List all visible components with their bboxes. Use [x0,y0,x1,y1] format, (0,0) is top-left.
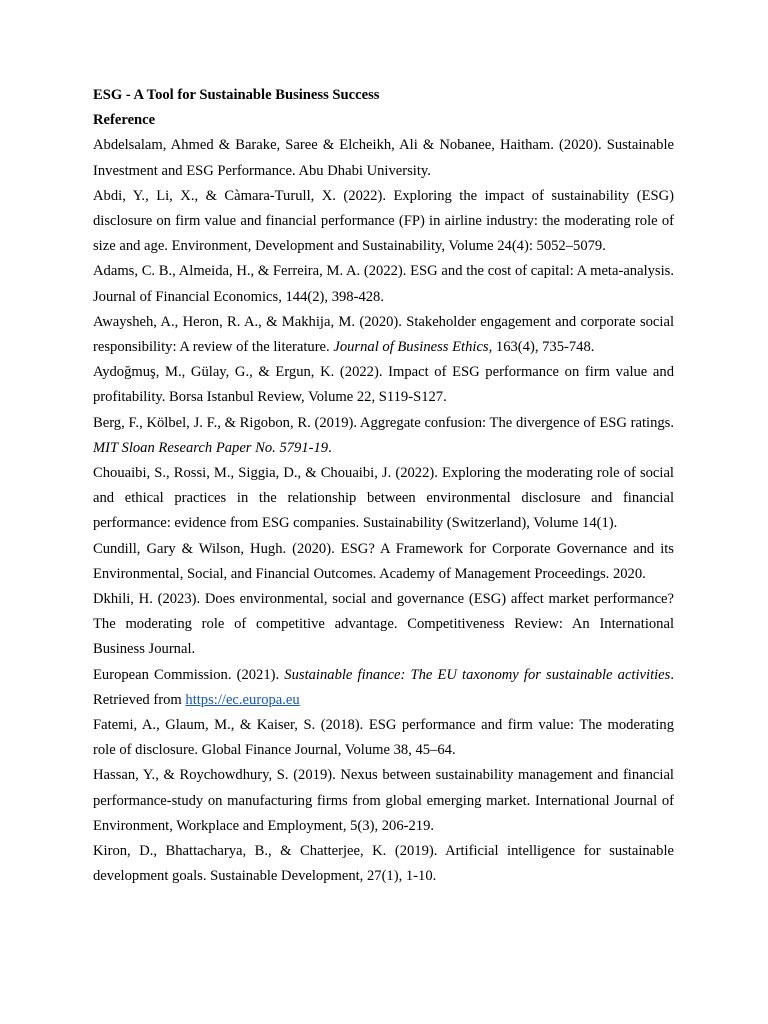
reference-link[interactable]: https://ec.europa.eu [185,691,300,708]
reference-item [93,713,674,763]
reference-item [93,461,674,537]
reference-item [93,184,674,260]
reference-italic-text: Journal of Business Ethics [333,339,489,356]
reference-item [93,360,674,410]
reference-item [93,310,674,360]
reference-text: Berg, F., Kölbel, J. F., & Rigobon, R. (2019). Aggregate confusion: The divergence of ESG ratings. [93,414,674,431]
reference-item [93,259,674,309]
reference-text: , 163(4), 735-748. [488,339,595,356]
reference-text: Abdelsalam, Ahmed & Barake, Saree & Elcheikh, Ali & Nobanee, Haitham. (2020). Sustainable Investment and ESG Performance. Abu Dhabi University. [93,137,674,179]
reference-text: Adams, C. B., Almeida, H., & Ferreira, M. A. (2022). ESG and the cost of capital: A meta-analysis. Journal of Financial Economics, 144(2), 398-428. [93,263,674,305]
reference-item [93,763,674,839]
reference-item [93,133,674,183]
reference-text: Abdi, Y., Li, X., & Càmara-Turull, X. (2022). Exploring the impact of sustainability (ESG) disclosure on firm value and financial performance (FP) in airline industry: the moderating role of size and age. Environment, Development and Sustainability, Volume 24(4): 5052–5079. [93,187,674,255]
reference-text: Hassan, Y., & Roychowdhury, S. (2019). Nexus between sustainability management and financial performance-study on manufacturing firms from global emerging market. International Journal of Environment, Workplace and Employment, 5(3), 206-219. [93,767,674,834]
reference-item [93,411,674,461]
reference-text: European Commission. (2021). [93,666,285,683]
reference-text: Chouaibi, S., Rossi, M., Siggia, D., & Chouaibi, J. (2022). Exploring the moderating role of social and ethical practices in the relationship between environmental disclosure and financial performance: evidence from ESG companies. Sustainability (Switzerland), Volume 14(1). [93,465,674,532]
document-title: ESG - A Tool for Sustainable Business Success [93,87,380,103]
reference-item [93,537,674,587]
reference-text: Dkhili, H. (2023). Does environmental, social and governance (ESG) affect market performance? The moderating role of competitive advantage. Competitiveness Review: An International Business Journal. [93,591,674,658]
reference-italic-text: MIT Sloan Research Paper No. 5791-19 [93,439,329,456]
reference-text: Aydoğmuş, M., Gülay, G., & Ergun, K. (2022). Impact of ESG performance on firm value and profitability. Borsa Istanbul Review, Volume 22, S119-S127. [93,364,674,406]
reference-item [93,839,674,889]
reference-text: Cundill, Gary & Wilson, Hugh. (2020). ESG? A Framework for Corporate Governance and its Environmental, Social, and Financial Outcomes. Academy of Management Proceedings. 2020. [93,540,674,582]
reference-list [93,133,674,889]
reference-text: Fatemi, A., Glaum, M., & Kaiser, S. (2018). ESG performance and firm value: The moderating role of disclosure. Global Finance Journal, Volume 38, 45–64. [93,717,674,759]
section-heading: Reference [93,112,156,129]
reference-text: . [328,439,332,456]
reference-item [93,587,674,663]
reference-text: Kiron, D., Bhattacharya, B., & Chatterjee, K. (2019). Artificial intelligence for sustainable development goals. Sustainable Development, 27(1), 1-10. [93,843,674,885]
reference-italic-text: Sustainable finance: The EU taxonomy for sustainable activities [284,666,671,683]
reference-item [93,663,674,713]
reference-text: . Retrieved from [93,666,674,708]
reference-text: Awaysheh, A., Heron, R. A., & Makhija, M. (2020). Stakeholder engagement and corporate social responsibility: A review of the literature. [93,313,674,356]
